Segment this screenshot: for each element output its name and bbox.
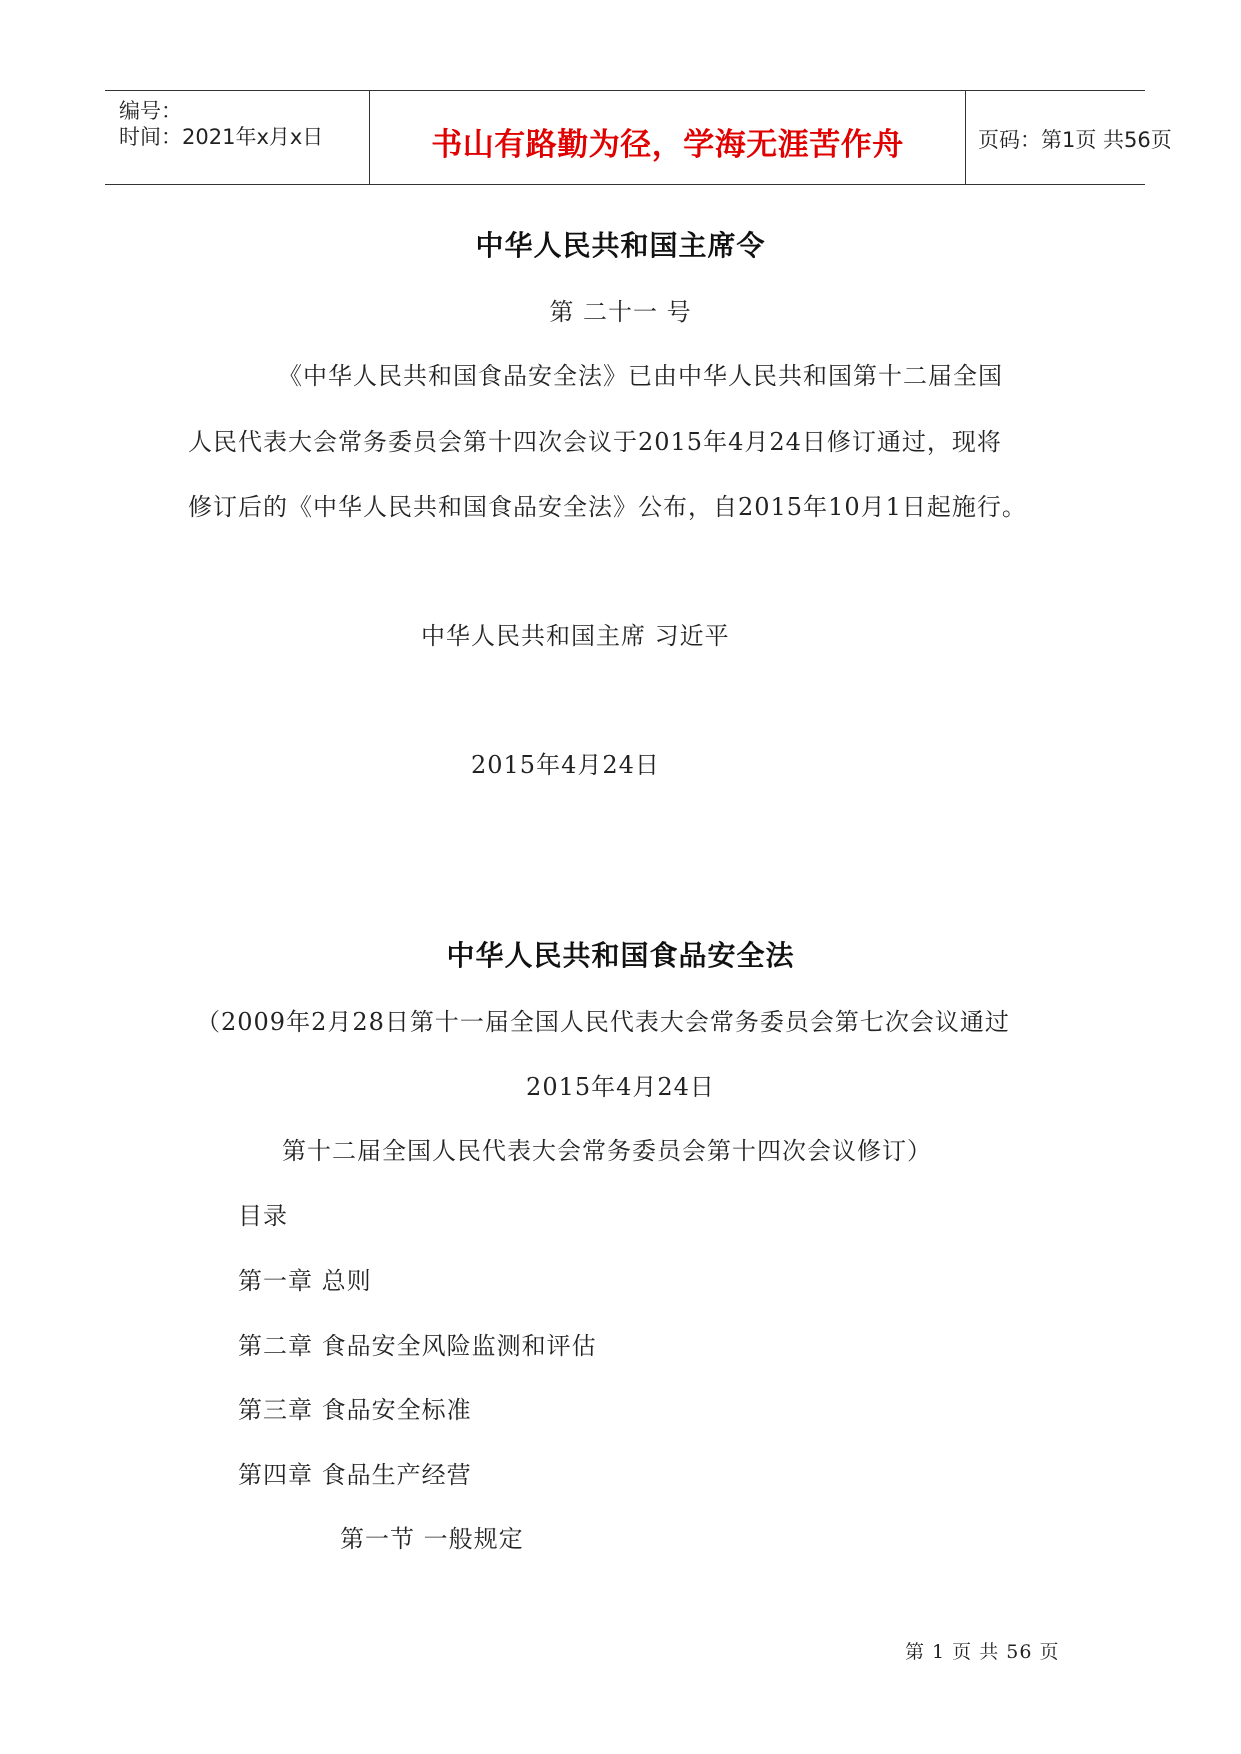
toc-heading: 目录 (238, 1202, 288, 1230)
header-page-cell (966, 91, 1172, 184)
law-history-line-3: 第十二届全国人民代表大会常务委员会第十四次会议修订） (282, 1137, 932, 1165)
serial-number-label: 编号： (119, 99, 182, 123)
toc-item-chapter-2: 第二章 食品安全风险监测和评估 (238, 1332, 597, 1360)
law-history-line-1: （2009年2月28日第十一届全国人民代表大会常务委员会第七次会议通过 (196, 1008, 1010, 1036)
decree-body-line-3: 修订后的《中华人民共和国食品安全法》公布，自2015年10月1日起施行。 (188, 493, 1027, 521)
toc-item-chapter-3: 第三章 食品安全标准 (238, 1396, 472, 1424)
decree-body-line-1: 《中华人民共和国食品安全法》已由中华人民共和国第十二届全国 (278, 362, 1003, 390)
law-title: 中华人民共和国食品安全法 (446, 939, 795, 972)
motto-text: 书山有路勤为径，学海无涯苦作舟 (431, 127, 904, 163)
toc-item-chapter-1: 第一章 总则 (238, 1267, 372, 1295)
page-footer: 第 1 页 共 56 页 (905, 1641, 1060, 1663)
document-header (105, 90, 1172, 185)
toc-item-chapter-4: 第四章 食品生产经营 (238, 1461, 472, 1489)
decree-body-line-2: 人民代表大会常务委员会第十四次会议于2015年4月24日修订通过，现将 (188, 428, 1002, 456)
law-history-line-2: 2015年4月24日 (526, 1073, 715, 1101)
decree-date: 2015年4月24日 (471, 751, 660, 779)
time-label: 时间：2021年x月x日 (119, 125, 324, 149)
decree-signature: 中华人民共和国主席 习近平 (421, 622, 730, 650)
decree-title: 中华人民共和国主席令 (475, 229, 766, 262)
header-info-cell (105, 91, 369, 184)
toc-item-section-1: 第一节 一般规定 (340, 1525, 524, 1553)
header-motto-cell (369, 91, 966, 184)
decree-number: 第 二十一 号 (549, 298, 692, 326)
page-code-text: 页码：第1页 共56页 (978, 128, 1172, 152)
